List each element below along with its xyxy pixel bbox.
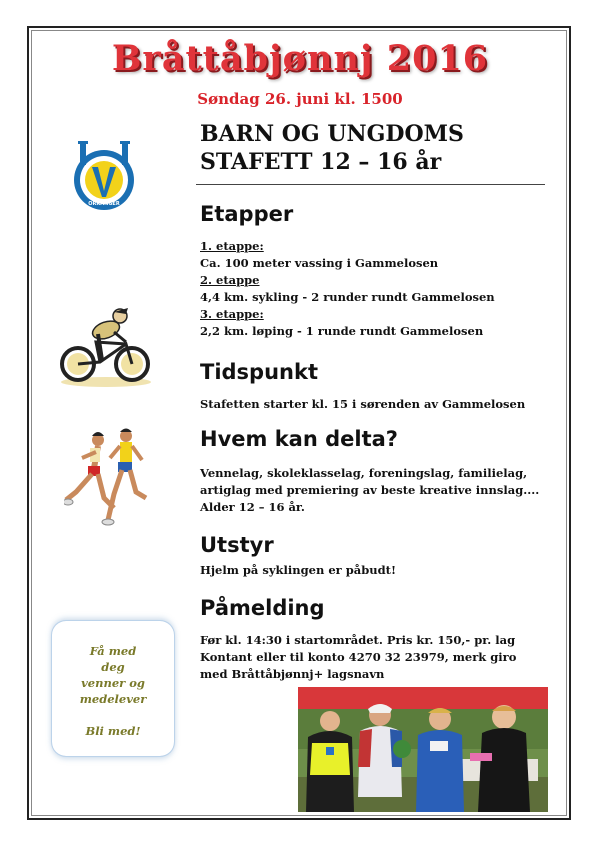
event-photo: [298, 687, 548, 812]
callout-line-3: venner og: [81, 676, 145, 690]
stage-2-desc: 4,4 km. sykling - 2 runder rundt Gammelosen: [200, 290, 495, 304]
section-heading-utstyr: Utstyr: [200, 533, 274, 557]
registration-line-1: Før kl. 14:30 i startområdet. Pris kr. 150,- pr. lag: [200, 633, 516, 647]
participants-line-2: artiglag med premiering av beste kreative innslag....: [200, 483, 540, 497]
section-heading-etapper: Etapper: [200, 202, 294, 226]
stage-3-desc: 2,2 km. løping - 1 runde rundt Gammelosen: [200, 324, 484, 338]
section-heading-tidspunkt: Tidspunkt: [200, 360, 318, 384]
runners-icon: [64, 428, 148, 528]
club-logo-icon: [66, 135, 146, 215]
stage-1-label: 1. etappe:: [200, 239, 264, 253]
callout-line-4: medelever: [79, 692, 147, 706]
stages-list: [200, 238, 495, 340]
stage-3-label: 3. etappe:: [200, 307, 264, 321]
headline: [200, 120, 464, 176]
registration-line-3: med Bråttåbjønnj+ lagsnavn: [200, 667, 385, 681]
callout-line-2: deg: [101, 660, 125, 674]
headline-divider: [196, 184, 545, 185]
svg-text:ORKANGER: ORKANGER: [88, 201, 120, 207]
headline-line-2: STAFETT 12 – 16 år: [200, 149, 442, 175]
section-heading-pamelding: Påmelding: [200, 596, 325, 620]
start-time-text: Stafetten starter kl. 15 i sørenden av Gammelosen: [200, 397, 526, 411]
participants-text: [200, 465, 539, 516]
cyclist-icon: [56, 302, 156, 387]
registration-text: [200, 632, 516, 683]
section-heading-delta: Hvem kan delta?: [200, 427, 398, 451]
participants-line-3: Alder 12 – 16 år.: [200, 500, 305, 514]
participants-line-1: Vennelag, skoleklasselag, foreningslag, familielag,: [200, 466, 528, 480]
event-date: Søndag 26. juni kl. 1500: [197, 90, 403, 108]
callout-line-5: Bli med!: [85, 724, 141, 738]
poster-title: Bråttåbjønnj 2016: [111, 38, 489, 79]
registration-line-2: Kontant eller til konto 4270 32 23979, merk giro: [200, 650, 517, 664]
headline-line-1: BARN OG UNGDOMS: [200, 121, 464, 147]
equipment-text: Hjelm på syklingen er påbudt!: [200, 563, 396, 577]
stage-2-label: 2. etappe: [200, 273, 260, 287]
callout-line-1: Få med: [89, 644, 137, 658]
invite-callout: [52, 621, 174, 756]
stage-1-desc: Ca. 100 meter vassing i Gammelosen: [200, 256, 439, 270]
